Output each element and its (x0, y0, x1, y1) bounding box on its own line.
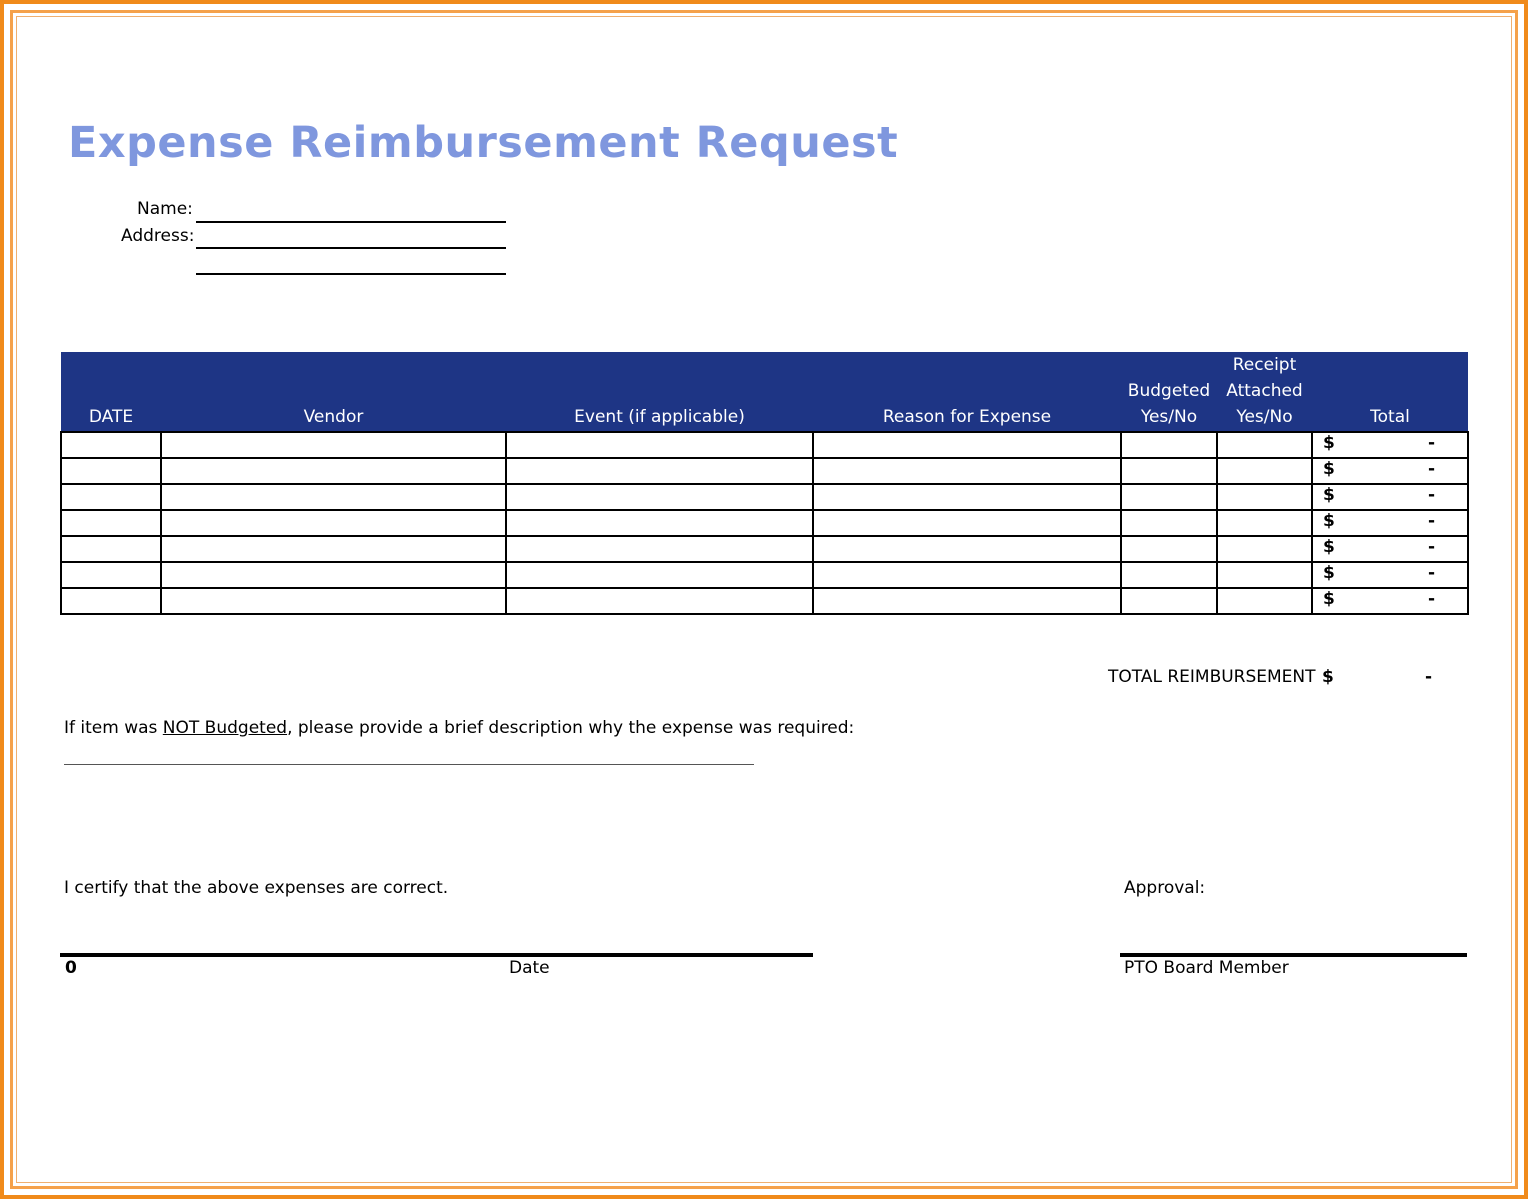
page-title: Expense Reimbursement Request (68, 118, 899, 168)
cell-vendor[interactable] (161, 562, 506, 588)
cell-reason[interactable] (813, 562, 1121, 588)
header-receipt-line2: Attached (1226, 381, 1303, 401)
cell-reason[interactable] (813, 536, 1121, 562)
cell-date[interactable] (61, 536, 161, 562)
cell-vendor[interactable] (161, 484, 506, 510)
cell-receipt[interactable] (1217, 432, 1312, 458)
not-budgeted-instruction (64, 718, 854, 738)
row-total-value: - (1427, 511, 1435, 531)
header-receipt (1217, 352, 1312, 432)
not-budgeted-emphasis: NOT Budgeted (162, 718, 288, 738)
cell-date[interactable] (61, 588, 161, 614)
cell-vendor[interactable] (161, 432, 506, 458)
table-row (61, 432, 1468, 458)
row-total-value: - (1427, 589, 1435, 609)
row-total-value: - (1427, 459, 1435, 479)
expense-table (60, 352, 1469, 615)
total-reimbursement-label: TOTAL REIMBURSEMENT (1108, 667, 1316, 687)
row-currency: $ (1323, 589, 1335, 609)
row-total-value: - (1427, 563, 1435, 583)
cell-event[interactable] (506, 562, 813, 588)
header-budgeted (1121, 352, 1217, 432)
not-budgeted-prefix: If item was (64, 718, 163, 738)
signer-value: 0 (65, 958, 77, 978)
cell-budgeted[interactable] (1121, 510, 1217, 536)
cell-date[interactable] (61, 562, 161, 588)
cell-event[interactable] (506, 536, 813, 562)
cell-event[interactable] (506, 510, 813, 536)
row-total-value: - (1427, 537, 1435, 557)
cell-vendor[interactable] (161, 536, 506, 562)
cell-total[interactable] (1312, 432, 1468, 458)
header-date: DATE (61, 352, 161, 432)
cell-total[interactable] (1312, 458, 1468, 484)
cell-vendor[interactable] (161, 510, 506, 536)
table-row (61, 458, 1468, 484)
cell-total[interactable] (1312, 536, 1468, 562)
name-label: Name: (137, 199, 193, 219)
not-budgeted-description-line[interactable] (64, 764, 754, 765)
cell-receipt[interactable] (1217, 510, 1312, 536)
cell-vendor[interactable] (161, 458, 506, 484)
header-budgeted-line1: Budgeted (1127, 381, 1211, 401)
cell-date[interactable] (61, 484, 161, 510)
cell-receipt[interactable] (1217, 536, 1312, 562)
header-receipt-line3: Yes/No (1236, 407, 1293, 427)
header-event: Event (if applicable) (506, 352, 813, 432)
row-currency: $ (1323, 537, 1335, 557)
approval-role: PTO Board Member (1124, 958, 1289, 978)
cell-event[interactable] (506, 588, 813, 614)
address-field-line-1[interactable] (196, 247, 506, 249)
date-label: Date (509, 958, 550, 978)
cell-total[interactable] (1312, 510, 1468, 536)
header-budgeted-line2: Yes/No (1140, 407, 1198, 427)
cell-event[interactable] (506, 484, 813, 510)
cell-date[interactable] (61, 458, 161, 484)
cell-receipt[interactable] (1217, 458, 1312, 484)
cell-reason[interactable] (813, 432, 1121, 458)
row-currency: $ (1323, 511, 1335, 531)
table-row (61, 588, 1468, 614)
cell-event[interactable] (506, 432, 813, 458)
cell-budgeted[interactable] (1121, 536, 1217, 562)
table-row (61, 562, 1468, 588)
table-row (61, 484, 1468, 510)
header-reason: Reason for Expense (813, 352, 1121, 432)
approval-signature-line[interactable] (1120, 953, 1467, 957)
cell-budgeted[interactable] (1121, 458, 1217, 484)
header-vendor: Vendor (161, 352, 506, 432)
total-reimbursement-currency: $ (1322, 667, 1334, 687)
row-currency: $ (1323, 459, 1335, 479)
address-field-line-2[interactable] (196, 273, 506, 275)
row-total-value: - (1427, 485, 1435, 505)
cell-reason[interactable] (813, 484, 1121, 510)
cell-reason[interactable] (813, 510, 1121, 536)
row-currency: $ (1323, 485, 1335, 505)
cell-reason[interactable] (813, 588, 1121, 614)
approval-label: Approval: (1124, 878, 1206, 898)
header-receipt-line1: Receipt (1232, 355, 1297, 375)
cell-date[interactable] (61, 510, 161, 536)
total-reimbursement-value: - (1425, 667, 1433, 687)
signature-line[interactable] (60, 953, 813, 957)
row-currency: $ (1323, 433, 1335, 453)
cell-receipt[interactable] (1217, 562, 1312, 588)
cell-budgeted[interactable] (1121, 588, 1217, 614)
cell-budgeted[interactable] (1121, 562, 1217, 588)
header-total: Total (1312, 352, 1468, 432)
cell-reason[interactable] (813, 458, 1121, 484)
certify-statement: I certify that the above expenses are correct. (64, 878, 449, 898)
table-header-row (61, 352, 1468, 432)
cell-receipt[interactable] (1217, 588, 1312, 614)
cell-receipt[interactable] (1217, 484, 1312, 510)
table-row (61, 536, 1468, 562)
cell-vendor[interactable] (161, 588, 506, 614)
cell-date[interactable] (61, 432, 161, 458)
not-budgeted-suffix: , please provide a brief description why the expense was required: (287, 718, 855, 738)
name-field-line[interactable] (196, 221, 506, 223)
cell-budgeted[interactable] (1121, 432, 1217, 458)
cell-total[interactable] (1312, 484, 1468, 510)
row-total-value: - (1427, 433, 1435, 453)
cell-budgeted[interactable] (1121, 484, 1217, 510)
cell-total[interactable] (1312, 588, 1468, 614)
table-row (61, 510, 1468, 536)
row-currency: $ (1323, 563, 1335, 583)
cell-event[interactable] (506, 458, 813, 484)
cell-total[interactable] (1312, 562, 1468, 588)
address-label: Address: (121, 226, 195, 246)
